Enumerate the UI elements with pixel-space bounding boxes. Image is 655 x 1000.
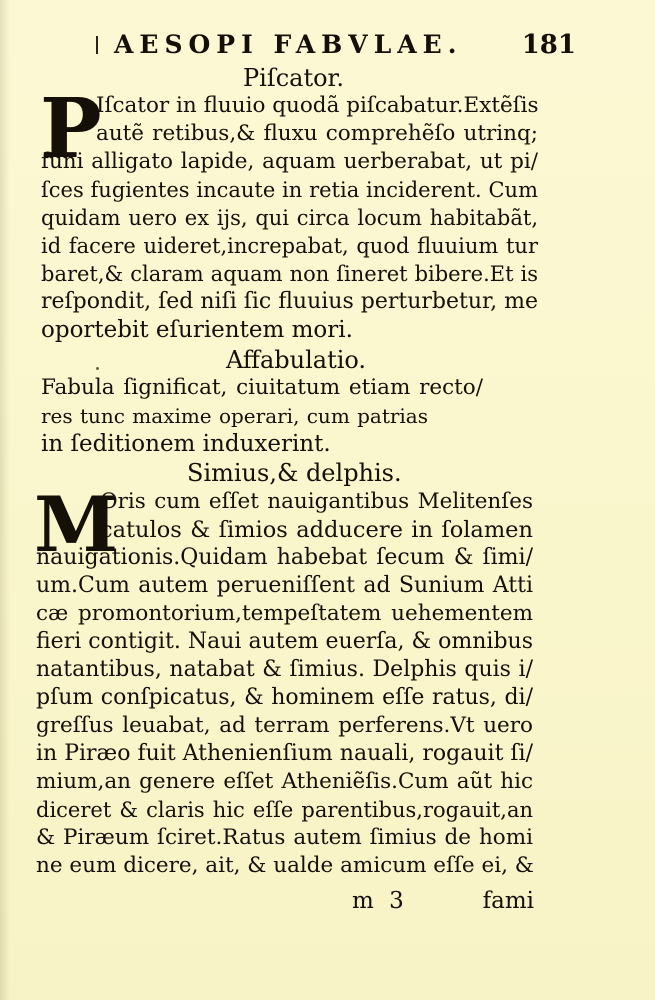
page-number: 181 xyxy=(521,30,576,60)
text-line: autẽ retibus,& fluxu comprehẽſo utrinq; xyxy=(96,121,538,146)
text-line: um.Cum autem perueniſſent ad Sunium Atti xyxy=(36,573,533,598)
text-line: fieri contigit. Naui autem euerſa, & omnibus xyxy=(36,629,533,654)
text-line: id facere uideret,increpabat, quod fluuium tur xyxy=(41,234,538,258)
text-line: reſpondit, ſed niſi ſic fluuius perturbetur, me xyxy=(41,289,538,314)
fable-title: Piſcator. xyxy=(243,64,345,92)
text-line: in ſeditionem induxerint. xyxy=(41,431,331,457)
text-line: Iſcator in fluuio quodã piſcabatur.Extẽſis xyxy=(96,93,539,118)
text-line: catulos & ſimios adducere in ſolamen xyxy=(100,517,533,543)
text-line: pſum conſpicatus, & hominem eſſe ratus, di/ xyxy=(36,685,533,710)
text-line: mium,an genere eſſet Atheniẽſis.Cum aũt hic xyxy=(36,769,533,794)
text-line: cæ promontorium,tempeſtatem uehementem xyxy=(36,601,533,626)
drop-cap: M xyxy=(34,480,119,569)
catchword: fami xyxy=(482,888,534,914)
text-line: ne eum dicere, ait, & ualde amicum eſſe ei, & xyxy=(36,853,534,878)
text-line: natantibus, natabat & ſimius. Delphis quis i/ xyxy=(36,657,533,682)
fable-title: Simius,& delphis. xyxy=(187,459,402,487)
text-line: oportebit eſurientem mori. xyxy=(41,317,353,343)
text-line: ſces fugientes incaute in retia inciderent. Cum xyxy=(41,178,538,202)
signature-mark: m 3 xyxy=(352,888,408,914)
text-line: in Piræo fuit Athenienſium nauali, rogauit ſi/ xyxy=(36,741,533,766)
gutter-shadow xyxy=(0,0,10,1000)
text-line: baret,& claram aquam non ſineret bibere.Et is xyxy=(41,262,538,286)
text-line: funi alligato lapide, aquam uerberabat, ut pi/ xyxy=(41,149,538,174)
text-line: & Piræum ſciret.Ratus autem ſimius de homi xyxy=(36,825,533,850)
text-line: Fabula ſignificat, ciuitatum etiam recto/ xyxy=(41,375,483,400)
text-line: quidam uero ex ijs, qui circa locum habitabãt, xyxy=(41,206,538,230)
moral-title: Affabulatio. xyxy=(226,346,367,374)
text-line: greſſus leuabat, ad terram perferens.Vt uero xyxy=(36,713,533,738)
text-line: res tunc maxime operari, cum patrias xyxy=(41,404,428,428)
page-header xyxy=(96,28,576,62)
running-head: AESOPI FABVLAE. xyxy=(114,30,463,59)
text-line: diceret & claris hic eſſe parentibus,rogauit,an xyxy=(36,798,533,822)
drop-cap: P xyxy=(40,81,102,177)
text-line: Oris cum eſſet nauigantibus Melitenſes xyxy=(100,489,533,514)
running-head-mark xyxy=(96,36,98,54)
ink-speck xyxy=(96,367,99,370)
text-line: nauigationis.Quidam habebat ſecum & ſimi/ xyxy=(36,545,533,570)
